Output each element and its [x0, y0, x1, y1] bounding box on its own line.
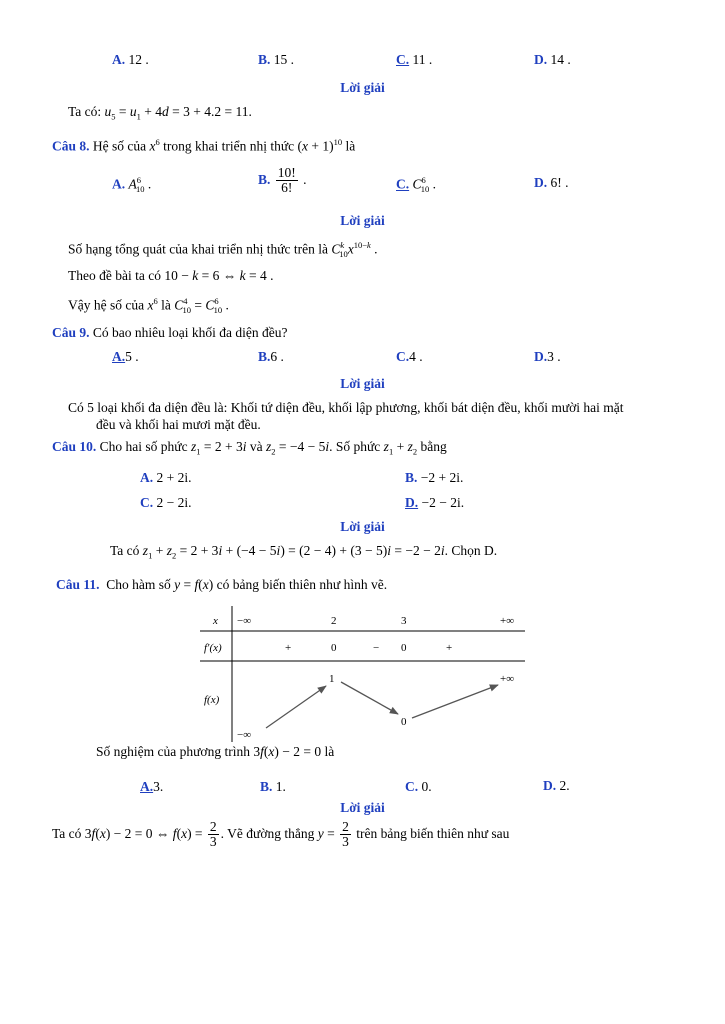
q10-solution-header: Lời giải: [340, 519, 385, 534]
q8-option-c[interactable]: C. $C^6_{10}$ .: [396, 175, 437, 195]
sign-zero-2: 0: [401, 642, 407, 654]
q9-stem: Câu 9. Có bao nhiêu loại khối đa diện đều?: [52, 325, 288, 340]
q7-option-b[interactable]: B. 15 .: [258, 52, 295, 67]
sign-zero-1: 0: [331, 642, 337, 654]
q11-option-c[interactable]: C. 0.: [405, 779, 432, 794]
q8-solution-line-3: Vậy hệ số của $x^6$ là $C^4_{10} = C^6_{10}$ .: [68, 296, 229, 316]
q9-solution-line-1: Có 5 loại khối đa diện đều là: Khối tứ diện đều, khối lập phương, khối bát diện đều, khối mười hai mặt: [68, 400, 624, 415]
q11-solution-header: Lời giải: [340, 800, 385, 815]
q8-option-b[interactable]: B. $\frac{10!}{6!}$ .: [258, 165, 307, 196]
x-value-2: 2: [331, 615, 337, 627]
q10-stem: Câu 10. Cho hai số phức $z_1 = 2 + 3i$ và $z_2 = -4 - 5i$. Số phức $z_1 + z_2$ bằng: [52, 439, 447, 457]
q11-option-d[interactable]: D. 2.: [543, 778, 570, 793]
q10-option-b[interactable]: B. −2 + 2i.: [405, 470, 464, 485]
q7-option-a[interactable]: A. 12 .: [112, 52, 149, 67]
x-value-pos-inf: +∞: [500, 615, 515, 627]
q10-solution: Ta có $z_1 + z_2 = 2 + 3i + (-4 - 5i) = (2 - 4) + (3 - 5)i = -2 - 2i$. Chọn D.: [110, 543, 498, 561]
q8-solution-line-1: Số hạng tổng quát của khai triển nhị thức trên là $C^k_{10}x^{10-k}$ .: [68, 240, 378, 260]
q10-label: Câu 10.: [52, 439, 97, 454]
arrow-up-2: [412, 685, 498, 718]
q11-option-b[interactable]: B. 1.: [260, 779, 286, 794]
q10-option-d[interactable]: D. −2 − 2i.: [405, 495, 465, 510]
q11-question: Số nghiệm của phương trình 3f(x) − 2 = 0 là: [96, 744, 335, 759]
q9-option-b[interactable]: B.6 .: [258, 349, 284, 364]
arrow-up-1: [266, 686, 326, 728]
q11-label: Câu 11.: [56, 577, 100, 592]
q9-option-a[interactable]: A.5 .: [112, 349, 139, 364]
f-value-neg-inf: −∞: [237, 729, 252, 741]
q7-solution: Ta có: $u_5 = u_1 + 4d = 3 + 4.2 = 11$.: [68, 104, 252, 122]
q9-label: Câu 9.: [52, 325, 90, 340]
q11-option-a[interactable]: A.3.: [140, 779, 164, 794]
q8-label: Câu 8.: [52, 138, 90, 154]
q11-solution: Ta có 3f(x) − 2 = 0 ⇔ f(x) = $\frac{2}{3}$ . Vẽ đường thẳng y = $\frac{2}{3}$ trên bảng biến thiên như sau: [52, 819, 510, 850]
q10-option-a[interactable]: A. 2 + 2i.: [140, 470, 192, 485]
q9-option-c[interactable]: C.4 .: [396, 349, 423, 364]
q8-solution-line-2: Theo đề bài ta có 10 − k = 6 ⇔ k = 4 .: [68, 268, 274, 283]
q7-option-c[interactable]: C. 11 .: [396, 52, 433, 67]
q7-solution-header: Lời giải: [340, 80, 385, 95]
q8-stem: Câu 8. Hệ số của $x^6$ trong khai triển nhị thức $(x + 1)^{10}$ là: [52, 137, 356, 154]
x-value-neg-inf: −∞: [237, 615, 252, 627]
f-value-pos-inf: +∞: [500, 673, 515, 685]
sign-2: −: [373, 642, 380, 654]
sign-1: +: [285, 642, 292, 654]
q9-solution-line-2: đều và khối hai mươi mặt đều.: [96, 417, 261, 432]
q9-solution-header: Lời giải: [340, 376, 385, 391]
sign-3: +: [446, 642, 453, 654]
q8-option-a[interactable]: A. $A^6_{10}$ .: [112, 175, 152, 195]
q8-solution-header: Lời giải: [340, 213, 385, 228]
q10-option-c[interactable]: C. 2 − 2i.: [140, 495, 192, 510]
q9-option-d[interactable]: D.3 .: [534, 349, 561, 364]
row-label-fprime: f′(x): [204, 642, 222, 654]
arrow-down: [341, 682, 398, 714]
q7-option-d[interactable]: D. 14 .: [534, 52, 571, 67]
row-label-f: f(x): [204, 694, 220, 706]
f-value-max: 1: [329, 673, 335, 685]
row-label-x: x: [213, 615, 218, 627]
q8-option-d[interactable]: D. 6! .: [534, 175, 569, 190]
q11-stem: Câu 11. Cho hàm số y = f(x) có bảng biến thiên như hình vẽ.: [56, 577, 388, 592]
x-value-3: 3: [401, 615, 407, 627]
variation-table: [200, 606, 530, 742]
f-value-min: 0: [401, 716, 407, 728]
